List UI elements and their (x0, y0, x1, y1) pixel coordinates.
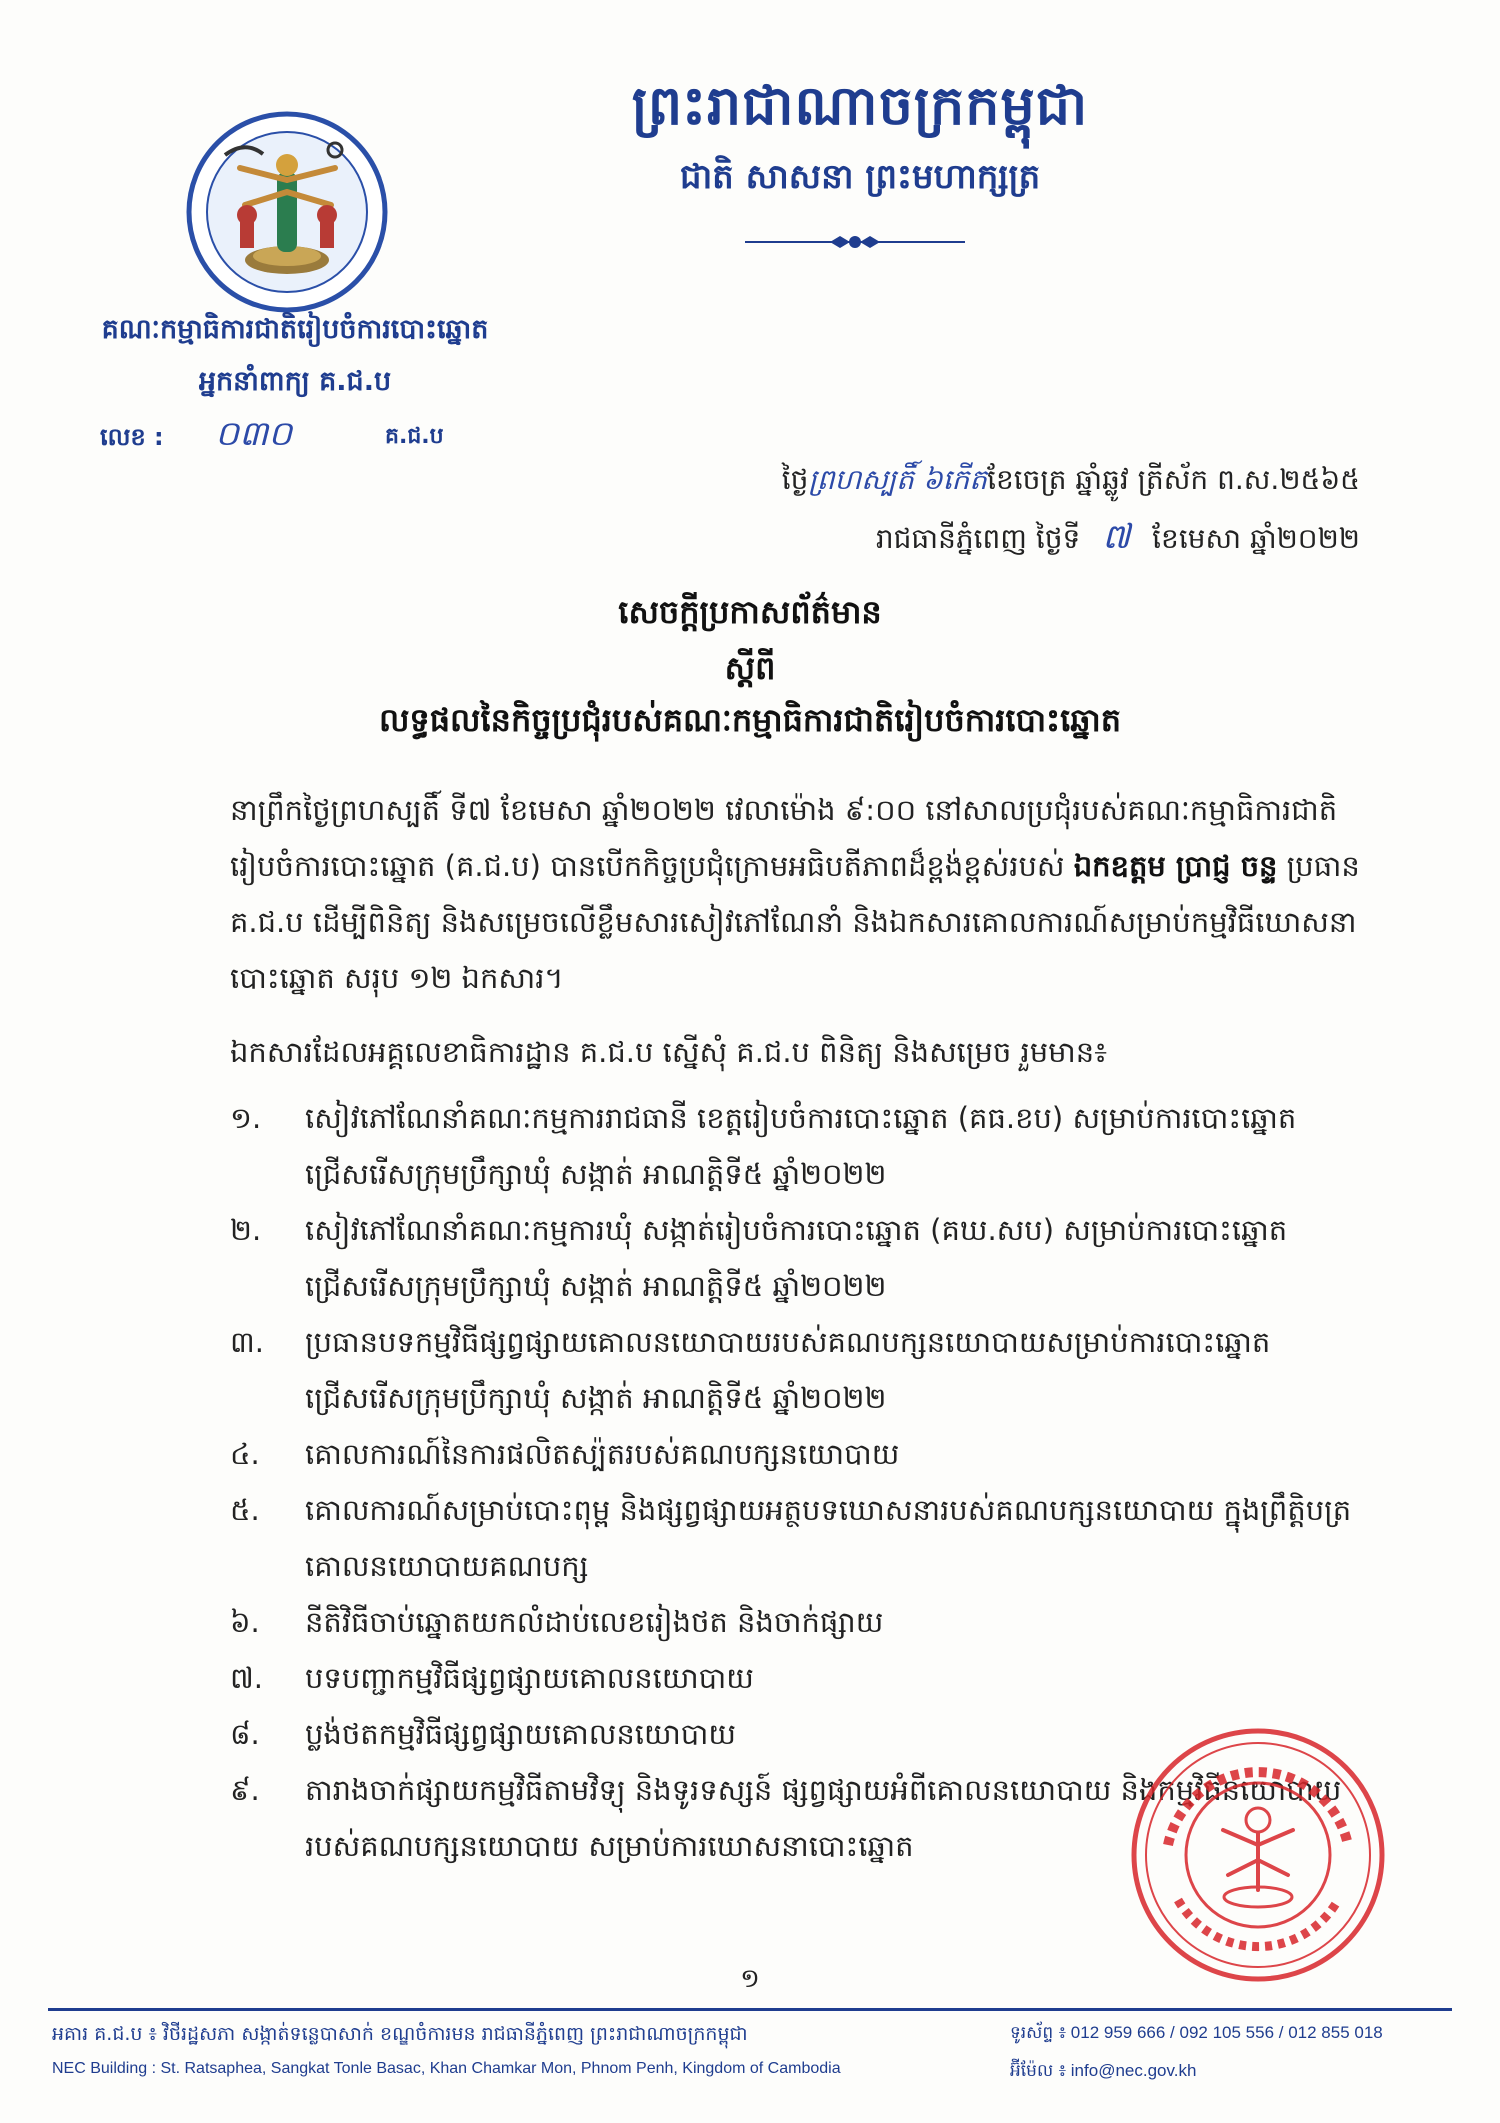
list-item-text: គោលការណ៍នៃការផលិតស្ប៉តរបស់គណបក្សនយោបាយ (305, 1437, 900, 1471)
department-name: គណៈកម្មាធិការជាតិរៀបចំការបោះឆ្នោត (101, 314, 489, 345)
list-item-number: ៣. (230, 1325, 264, 1359)
footer-address-khmer: អគារ គ.ជ.ប ៖ វិថីរដ្ឋសភា សង្កាត់ទន្លេបាសាក់ ខណ្ឌចំការមន រាជធានីភ្នំពេញ ព្រះរាជាណាចក្រកម្ពុជា (52, 2023, 748, 2045)
reference-suffix: គ.ជ.ប (385, 424, 444, 449)
list-item (230, 1594, 1380, 1650)
footer-phone (1010, 2022, 1383, 2047)
list-item-text: តារាងចាក់ផ្សាយកម្មវិធីតាមវិទ្យុ និងទូរទស្សន៍ ផ្សព្វផ្សាយអំពីគោលនយោបាយ និងកម្មវិធីនយោបាយរបស់គណបក្សនយោបាយ សម្រាប់ការឃោសនាបោះឆ្នោត (305, 1773, 1342, 1863)
reference-value: ០៣០ (215, 414, 293, 454)
list-item-number: ៨. (230, 1717, 260, 1751)
lunar-date-handwritten: ព្រហស្បតិ៍ ៦កើត (808, 463, 988, 496)
footer-divider (48, 2008, 1452, 2011)
solar-date-prefix: រាជធានីភ្នំពេញ ថ្ងៃទី (875, 522, 1081, 555)
list-item-number: ២. (230, 1213, 262, 1247)
list-item-text: ប្រធានបទកម្មវិធីផ្សព្វផ្សាយគោលនយោបាយរបស់គណបក្សនយោបាយសម្រាប់ការបោះឆ្នោតជ្រើសរើសក្រុមប្រឹក្សាឃុំ សង្កាត់ អាណត្តិទី៥ ឆ្នាំ២០២២ (305, 1325, 1271, 1415)
nec-emblem-icon (185, 110, 390, 315)
reference-number (100, 412, 500, 462)
list-item-number: ៤. (230, 1437, 260, 1471)
footer-address-english: NEC Building : St. Ratsaphea, Sangkat Tonle Basac, Khan Chamkar Mon, Phnom Penh, Kingdom of Cambodia (52, 2060, 841, 2077)
list-item-text: សៀវភៅណែនាំគណៈកម្មការឃុំ សង្កាត់រៀបចំការបោះឆ្នោត (គឃ.សប) សម្រាប់ការបោះឆ្នោតជ្រើសរើសក្រុមប្រឹក្សាឃុំ សង្កាត់ អាណត្តិទី៥ ឆ្នាំ២០២២ (305, 1213, 1288, 1303)
list-item-text: សៀវភៅណែនាំគណៈកម្មការរាជធានី ខេត្តរៀបចំការបោះឆ្នោត (គធ.ខប) សម្រាប់ការបោះឆ្នោតជ្រើសរើសក្រុមប្រឹក្សាឃុំ សង្កាត់ អាណត្តិទី៥ ឆ្នាំ២០២២ (305, 1101, 1297, 1191)
ornament-divider-icon (740, 232, 970, 252)
list-item-number: ៧. (230, 1661, 264, 1695)
email-label: អ៊ីម៉ែល ៖ (1010, 2061, 1067, 2081)
list-item (230, 1482, 1380, 1594)
paragraph-text-b: ប្រធាន គ.ជ.ប ដើម្បីពិនិត្យ និងសម្រេចលើខ្លឹមសារសៀវភៅណែនាំ និងឯកសារគោលការណ៍សម្រាប់កម្មវិធីឃោសនាបោះឆ្នោត សរុប ១២ ឯកសារ។ (230, 849, 1360, 995)
list-intro: ឯកសារដែលអគ្គលេខាធិការដ្ឋាន គ.ជ.ប ស្នើសុំ គ.ជ.ប ពិនិត្យ និងសម្រេច រួមមាន៖ (230, 1035, 1107, 1069)
official-seal-icon (1128, 1725, 1388, 1985)
list-item-number: ៦. (230, 1605, 260, 1639)
list-item-text: គោលការណ៍សម្រាប់បោះពុម្ព និងផ្សព្វផ្សាយអត្ថបទឃោសនារបស់គណបក្សនយោបាយ ក្នុងព្រឹត្តិបត្រគោលនយោបាយគណបក្ស (305, 1493, 1352, 1583)
list-item (230, 1426, 1380, 1482)
phone-label: ទូរស័ព្ទ ៖ (1010, 2023, 1067, 2043)
paragraph-text-a: នាព្រឹកថ្ងៃព្រហស្បតិ៍ ទី៧ ខែមេសា ឆ្នាំ២០២២ វេលាម៉ោង ៩:០០ នៅសាលប្រជុំរបស់គណៈកម្មាធិការជាតិរៀបចំការបោះឆ្នោត (គ.ជ.ប) បានបើកកិច្ចប្រជុំក្រោមអធិបតីភាពដ៏ខ្ពង់ខ្ពស់របស់ (230, 793, 1338, 883)
list-item-text: នីតិវិធីចាប់ឆ្នោតយកលំដាប់លេខរៀងថត និងចាក់ផ្សាយ (305, 1605, 884, 1639)
list-item-text: ប្លង់ថតកម្មវិធីផ្សព្វផ្សាយគោលនយោបាយ (305, 1717, 737, 1751)
reference-label: លេខ : (100, 423, 164, 451)
list-item (230, 1650, 1380, 1706)
solar-date-day: ៧ (1102, 517, 1131, 557)
solar-date (876, 515, 1360, 565)
spokesperson-label: អ្នកនាំពាក្យ គ.ជ.ប (198, 366, 392, 397)
list-item (230, 1202, 1380, 1314)
list-item-text: បទបញ្ជាកម្មវិធីផ្សព្វផ្សាយគោលនយោបាយ (305, 1661, 754, 1695)
footer-email (1010, 2060, 1196, 2085)
lunar-date (782, 462, 1360, 503)
document-subject: លទ្ធផលនៃកិច្ចប្រជុំរបស់គណៈកម្មាធិការជាតិរៀបចំការបោះឆ្នោត (378, 701, 1122, 739)
email-address[interactable]: info@nec.gov.kh (1070, 2061, 1197, 2080)
kingdom-heading: ព្រះរាជាណាចក្រកម្ពុជា (631, 74, 1089, 137)
list-item (230, 1314, 1380, 1426)
phone-numbers: 012 959 666 / 092 105 556 / 012 855 018 (1070, 2023, 1383, 2042)
opening-paragraph (230, 782, 1360, 1006)
lunar-date-prefix: ថ្ងៃ (781, 463, 809, 496)
document-title-about: ស្តីពី (724, 649, 776, 687)
list-item (230, 1090, 1380, 1202)
solar-date-suffix: ខែមេសា ឆ្នាំ២០២២ (1152, 522, 1360, 555)
list-item-number: ១. (230, 1101, 262, 1135)
list-item-number: ៩. (230, 1773, 260, 1807)
document-title: សេចក្តីប្រកាសព័ត៌មាន (618, 593, 882, 631)
national-motto: ជាតិ សាសនា ព្រះមហាក្សត្រ (679, 157, 1041, 197)
page-number: ១ (740, 1964, 760, 1994)
chairman-name: ឯកឧត្តម ប្រាជ្ញ ចន្ទ (1073, 849, 1278, 883)
lunar-date-suffix: ខែចេត្រ ឆ្នាំឆ្លូវ ត្រីស័ក ព.ស.២៥៦៥ (987, 463, 1360, 496)
list-item-number: ៥. (230, 1493, 260, 1527)
